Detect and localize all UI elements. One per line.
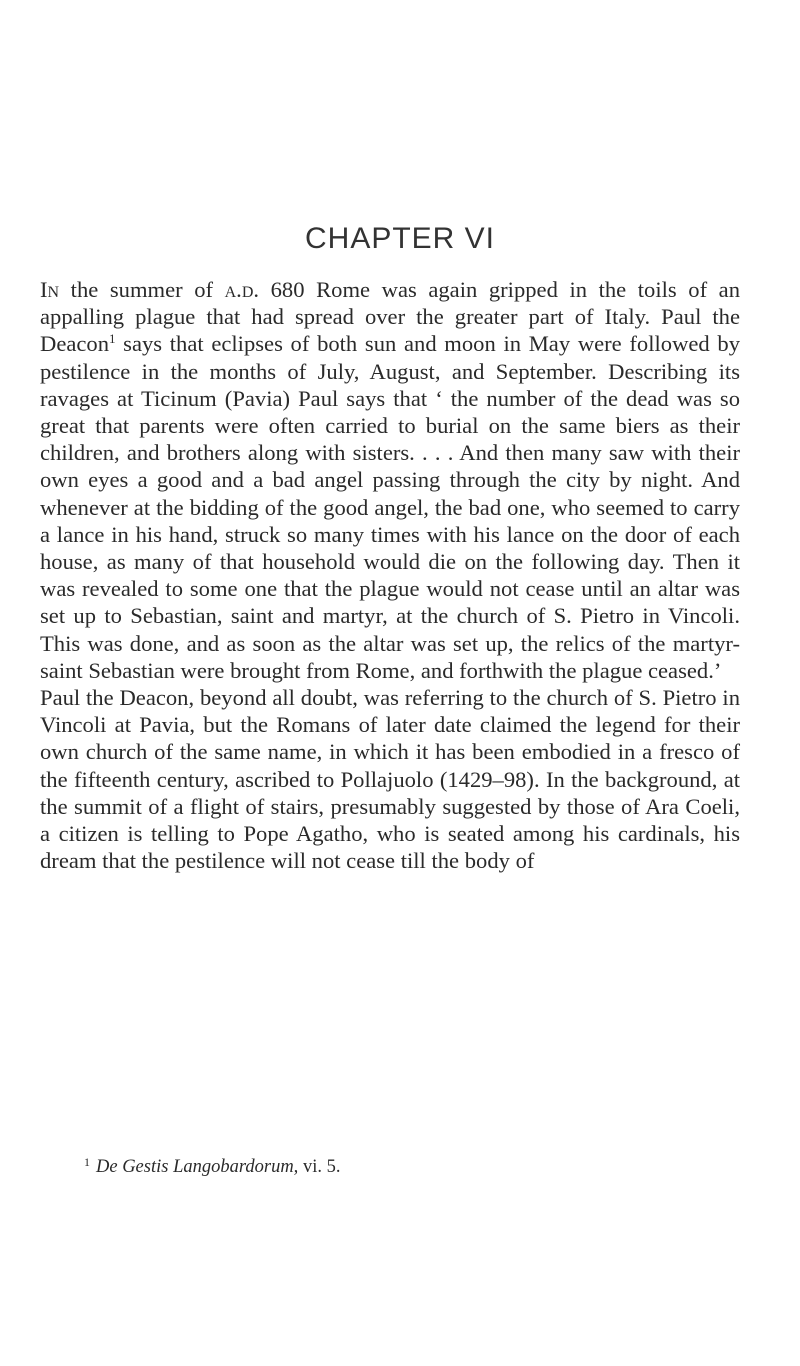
footnote-reference[interactable]: 1	[109, 331, 116, 347]
paragraph-lead-in: In	[40, 277, 60, 302]
footnote-title: De Gestis Langobardorum,	[96, 1157, 299, 1177]
paragraph-1-text-a: the summer of	[59, 277, 225, 302]
footnote-reference-text: vi. 5.	[298, 1157, 341, 1177]
footnote	[84, 1156, 724, 1178]
chapter-heading: CHAPTER VI	[304, 222, 496, 255]
paragraph-1-text-b: 680 Rome was again gripped in the toils of an appalling plague that had spread over the greater part of Italy. Paul the Deacon	[40, 277, 740, 357]
paragraph-2: Paul the Deacon, beyond all doubt, was referring to the church of S. Pietro in Vincoli at Pavia, but the Romans of later date claimed the legend for their own church of the same name, in which it has been embodied in a fresco of the fifteenth century, ascribed to Pollajuolo (1429–98). In the background, at the summit of a flight of stairs, presumably suggested by those of Ara Coeli, a citizen is telling to Pope Agatho, who is seated among his cardinals, his dream that the pestilence will not cease till the body of	[40, 685, 740, 874]
body-text	[40, 276, 740, 874]
paragraph-1-text-c: says that eclipses of both sun and moon in May were followed by pestilence in the months of July, August, and September. Describing its ravages at Ticinum (Pavia) Paul says that ‘ the number of the dead was so great that parents were often carried to burial on the same biers as their children, and brothers along with sisters. . . . And then many saw with their own eyes a good and a bad angel passing through the city by night. And whenever at the bidding of the good angel, the bad one, who seemed to carry a lance in his hand, struck so many times with his lance on the door of each house, as many of that household would die on the following day. Then it was revealed to some one that the plague would not cease until an altar was set up to Sebastian, saint and martyr, at the church of S. Pietro in Vincoli. This was done, and as soon as the altar was set up, the relics of the martyr-saint Sebastian were brought from Rome, and forthwith the plague ceased.’	[40, 331, 740, 683]
footnote-mark: 1	[84, 1155, 90, 1169]
paragraph-1	[40, 276, 740, 684]
era-abbreviation: a.d.	[224, 277, 260, 302]
